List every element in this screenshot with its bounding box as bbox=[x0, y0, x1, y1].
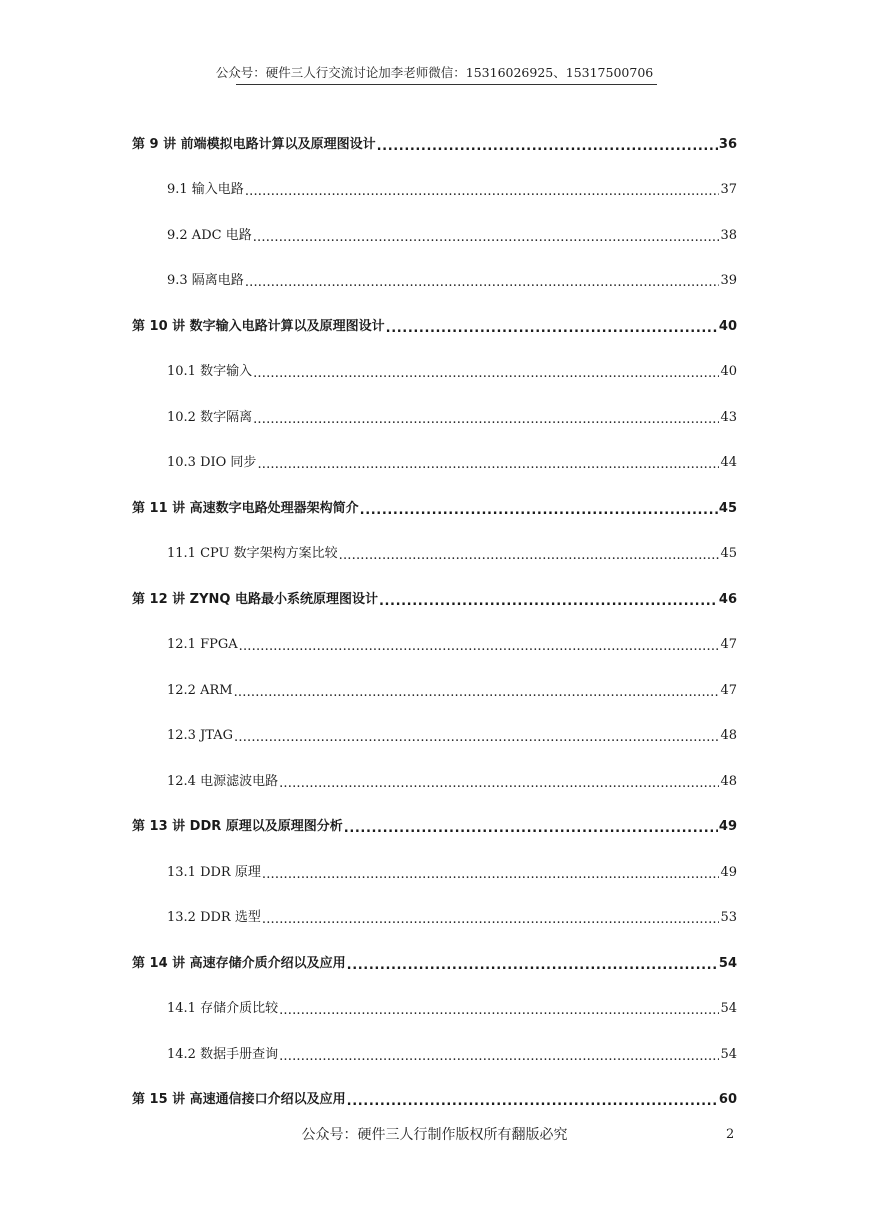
toc-entry-title: 第 11 讲 高速数字电路处理器架构简介 bbox=[132, 500, 359, 516]
toc-entry-title: 10.1 数字输入 bbox=[167, 364, 253, 379]
toc-entry-page: 43 bbox=[720, 409, 737, 425]
toc-entry-title: 10.2 数字隔离 bbox=[167, 409, 253, 425]
toc-section-entry[interactable] bbox=[132, 391, 737, 437]
toc-entry-page: 54 bbox=[720, 1046, 737, 1062]
toc-entry-title: 12.4 电源滤波电路 bbox=[167, 773, 279, 789]
toc-entry-title: 11.1 CPU 数字架构方案比较 bbox=[167, 546, 338, 561]
toc-section-entry[interactable] bbox=[132, 1028, 737, 1074]
toc-entry-page: 44 bbox=[720, 455, 737, 470]
toc-section-entry[interactable] bbox=[132, 619, 737, 665]
toc-chapter-entry[interactable] bbox=[132, 1074, 737, 1120]
toc-section-entry[interactable] bbox=[132, 664, 737, 710]
table-of-contents bbox=[132, 118, 737, 1119]
toc-dot-leader bbox=[262, 911, 720, 925]
toc-chapter-entry[interactable] bbox=[132, 937, 737, 983]
toc-entry-page: 45 bbox=[718, 500, 737, 516]
toc-dot-leader bbox=[253, 229, 720, 243]
toc-dot-leader bbox=[245, 274, 720, 288]
toc-section-entry[interactable] bbox=[132, 528, 737, 574]
toc-entry-page: 49 bbox=[720, 864, 737, 880]
toc-entry-page: 45 bbox=[720, 546, 737, 561]
toc-chapter-entry[interactable] bbox=[132, 482, 737, 528]
page-header: 公众号：硬件三人行交流讨论加李老师微信：15316026925、15317500706 bbox=[215, 65, 654, 80]
toc-entry-page: 47 bbox=[720, 637, 737, 652]
toc-dot-leader bbox=[360, 502, 718, 516]
toc-dot-leader bbox=[279, 775, 719, 789]
toc-section-entry[interactable] bbox=[132, 983, 737, 1029]
toc-entry-page: 54 bbox=[718, 955, 737, 971]
toc-entry-title: 第 14 讲 高速存储介质介绍以及应用 bbox=[132, 955, 346, 971]
toc-entry-title: 第 13 讲 DDR 原理以及原理图分析 bbox=[132, 819, 343, 834]
toc-dot-leader bbox=[279, 1002, 719, 1016]
toc-dot-leader bbox=[253, 365, 719, 379]
toc-entry-title: 第 12 讲 ZYNQ 电路最小系统原理图设计 bbox=[132, 591, 378, 607]
toc-section-entry[interactable] bbox=[132, 710, 737, 756]
toc-entry-title: 12.3 JTAG bbox=[167, 728, 234, 743]
toc-entry-page: 46 bbox=[718, 591, 737, 607]
toc-entry-title: 14.1 存储介质比较 bbox=[167, 1001, 279, 1016]
toc-entry-title: 9.3 隔离电路 bbox=[167, 273, 244, 288]
toc-section-entry[interactable] bbox=[132, 755, 737, 801]
toc-section-entry[interactable] bbox=[132, 846, 737, 892]
toc-entry-page: 36 bbox=[718, 136, 737, 152]
toc-dot-leader bbox=[377, 138, 718, 152]
toc-entry-page: 54 bbox=[720, 1001, 737, 1016]
toc-entry-page: 60 bbox=[718, 1092, 737, 1107]
toc-dot-leader bbox=[344, 820, 718, 834]
toc-dot-leader bbox=[234, 729, 719, 743]
page-number: 2 bbox=[726, 1127, 735, 1142]
toc-entry-title: 10.3 DIO 同步 bbox=[167, 455, 257, 470]
toc-dot-leader bbox=[279, 1048, 719, 1062]
toc-entry-page: 37 bbox=[720, 182, 737, 197]
toc-dot-leader bbox=[257, 456, 719, 470]
toc-entry-title: 13.1 DDR 原理 bbox=[167, 864, 261, 880]
toc-entry-page: 53 bbox=[720, 910, 737, 925]
toc-entry-title: 13.2 DDR 选型 bbox=[167, 910, 261, 925]
toc-chapter-entry[interactable] bbox=[132, 300, 737, 346]
toc-entry-title: 9.2 ADC 电路 bbox=[167, 227, 252, 243]
toc-dot-leader bbox=[379, 593, 718, 607]
toc-section-entry[interactable] bbox=[132, 209, 737, 255]
toc-section-entry[interactable] bbox=[132, 346, 737, 392]
toc-dot-leader bbox=[339, 547, 720, 561]
toc-entry-page: 48 bbox=[720, 773, 737, 789]
toc-entry-page: 48 bbox=[720, 728, 737, 743]
toc-entry-page: 38 bbox=[720, 227, 737, 243]
toc-dot-leader bbox=[239, 638, 720, 652]
toc-chapter-entry[interactable] bbox=[132, 118, 737, 164]
toc-dot-leader bbox=[234, 684, 720, 698]
toc-entry-page: 40 bbox=[718, 318, 737, 334]
toc-entry-page: 49 bbox=[718, 819, 737, 834]
toc-dot-leader bbox=[347, 1093, 718, 1107]
toc-dot-leader bbox=[245, 183, 720, 197]
toc-entry-title: 第 10 讲 数字输入电路计算以及原理图设计 bbox=[132, 318, 385, 334]
toc-entry-title: 12.2 ARM bbox=[167, 682, 233, 698]
toc-section-entry[interactable] bbox=[132, 255, 737, 301]
page-footer: 公众号：硬件三人行制作版权所有翻版必究 bbox=[301, 1127, 568, 1143]
toc-entry-title: 12.1 FPGA bbox=[167, 637, 238, 652]
toc-entry-title: 9.1 输入电路 bbox=[167, 182, 244, 197]
toc-entry-page: 47 bbox=[720, 682, 737, 698]
header-rule bbox=[236, 84, 657, 85]
toc-entry-page: 40 bbox=[720, 364, 737, 379]
toc-section-entry[interactable] bbox=[132, 437, 737, 483]
toc-section-entry[interactable] bbox=[132, 164, 737, 210]
toc-entry-title: 第 15 讲 高速通信接口介绍以及应用 bbox=[132, 1092, 346, 1107]
toc-entry-title: 14.2 数据手册查询 bbox=[167, 1046, 279, 1062]
toc-chapter-entry[interactable] bbox=[132, 801, 737, 847]
toc-section-entry[interactable] bbox=[132, 892, 737, 938]
toc-dot-leader bbox=[386, 320, 718, 334]
toc-dot-leader bbox=[262, 866, 720, 880]
toc-dot-leader bbox=[253, 411, 719, 425]
toc-entry-page: 39 bbox=[720, 273, 737, 288]
toc-dot-leader bbox=[347, 957, 718, 971]
toc-chapter-entry[interactable] bbox=[132, 573, 737, 619]
toc-entry-title: 第 9 讲 前端模拟电路计算以及原理图设计 bbox=[132, 136, 376, 152]
